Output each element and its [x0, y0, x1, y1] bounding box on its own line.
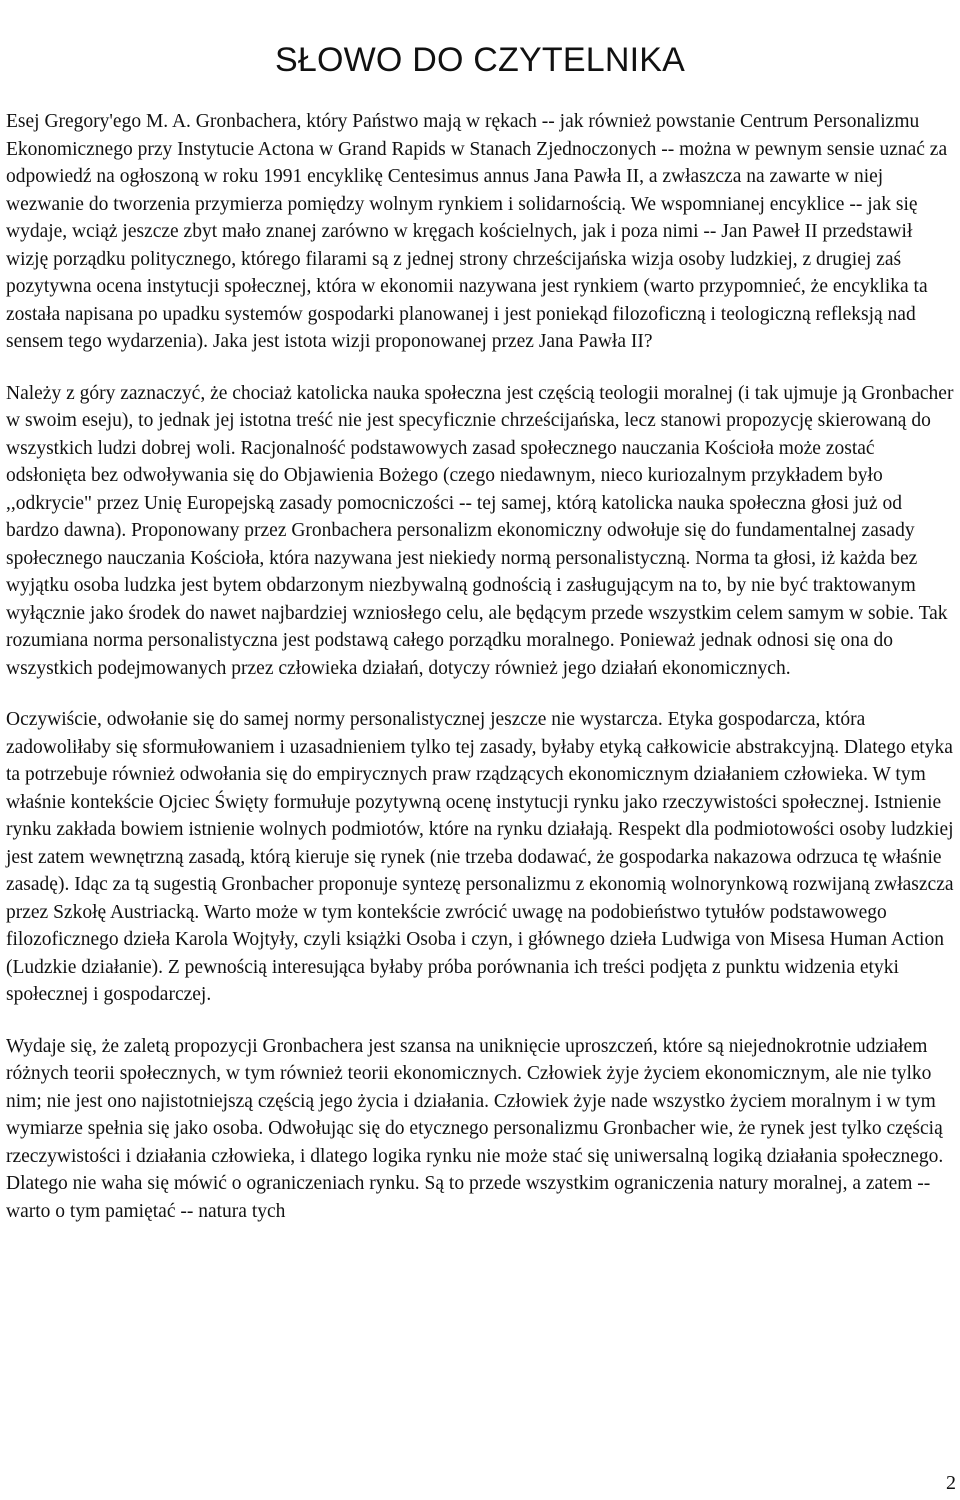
page-title: SŁOWO DO CZYTELNIKA [275, 41, 685, 79]
paragraph-4: Wydaje się, że zaletą propozycji Gronbachera jest szansa na uniknięcie uproszczeń, które są niejednokrotnie udziałem różnych teorii społecznych, w tym również teorii ekonomicznych. Człowiek żyje życiem ekonomicznym, ale nie tylko nim; nie jest ono najistotniejszą częścią jego życia i działania. Człowiek żyje nade wszystko życiem moralnym i w tym wymiarze spełnia się jako osoba. Odwołując się do etycznego personalizmu Gronbacher wie, że rynek jest tylko częścią rzeczywistości i działania człowieka, i dlatego logika rynku nie może stać się uniwersalną logiką działania społecznego. Dlatego nie waha się mówić o ograniczeniach rynku. Są to przede wszystkim ograniczenia natury moralnej, a zatem -- warto o tym pamiętać -- natura tych [6, 1035, 944, 1222]
paragraph-2: Należy z góry zaznaczyć, że chociaż katolicka nauka społeczna jest częścią teologii moralnej (i tak ujmuje ją Gronbacher w swoim eseju), to jednak jej istotna treść nie jest specyficznie chrześcijańska, lecz stanowi propozycję skierowaną do wszystkich ludzi dobrej woli. Racjonalność podstawowych zasad społecznego nauczania Kościoła może zostać odsłonięta bez odwoływania się do Objawienia Bożego (czego niedawnym, nieco kuriozalnym przykładem było ,,odkrycie" przez Unię Europejską zasady pomocniczości -- tej samej, którą katolicka nauka społeczna głosi już od bardzo dawna). Proponowany przez Gronbachera personalizm ekonomiczny odwołuje się do fundamentalnej zasady społecznego nauczania Kościoła, która nazywana jest niekiedy normą personalistyczną. Norma ta głosi, iż każda bez wyjątku osoba ludzka jest bytem obdarzonym niezbywalną godnością i zasługującym na to, by nie być traktowanym wyłącznie jako środek do nawet najbardziej wzniosłego celu, ale będącym przede wszystkim celem samym w sobie. Tak rozumiana norma personalistyczna jest podstawą całego porządku moralnego. Ponieważ jednak odnosi się ona do wszystkich podejmowanych przez człowieka działań, dotyczy również jego działań ekonomicznych. [6, 382, 954, 679]
paragraph-1: Esej Gregory'ego M. A. Gronbachera, który Państwo mają w rękach -- jak również powstanie Centrum Personalizmu Ekonomicznego przy Instytucie Actona w Grand Rapids w Stanach Zjednoczonych -- można w pewnym sensie uznać za odpowiedź na ogłoszoną w roku 1991 encyklikę Centesimus annus Jana Pawła II, a zwłaszcza na zawarte w niej wezwanie do tworzenia przymierza pomiędzy wolnym rynkiem i solidarnością. We wspomnianej encyklice -- jak się wydaje, wciąż jeszcze zbyt mało znanej zarówno w kręgach kościelnych, jak i poza nimi -- Jan Paweł II przedstawił wizję porządku politycznego, którego filarami są z jednej strony chrześcijańska wizja osoby ludzkiej, z drugiej zaś pozytywna ocena instytucji społecznej, która w ekonomii nazywana jest rynkiem (warto przypomnieć, że encyklika ta została napisana po upadku systemów gospodarki planowanej i jest poniekąd filozoficzną i teologiczną refleksją nad sensem tego wydarzenia). Jaka jest istota wizji proponowanej przez Jana Pawła II? [6, 111, 948, 352]
paragraph-3: Oczywiście, odwołanie się do samej normy personalistycznej jeszcze nie wystarcza. Etyka gospodarcza, która zadowoliłaby się sformułowaniem i uzasadnieniem tylko tej zasady, byłaby etyką całkowicie abstrakcyjną. Dlatego etyka ta potrzebuje również odwołania się do empirycznych praw rządzących ekonomicznym działaniem człowieka. W tym właśnie kontekście Ojciec Święty formułuje pozytywną ocenę instytucji rynku jako rzeczywistości społecznej. Istnienie rynku zakłada bowiem istnienie wolnych podmiotów, które na rynku działają. Respekt dla podmiotowości osoby ludzkiej jest zatem wewnętrzną zasadą, którą kieruje się rynek (nie trzeba dodawać, że gospodarka nakazowa odrzuca tę właśnie zasadę). Idąc za tą sugestią Gronbacher proponuje syntezę personalizmu z ekonomią wolnorynkową rozwijaną zwłaszcza przez Szkołę Austriacką. Warto może w tym kontekście zwrócić uwagę na podobieństwo tytułów podstawowego filozoficznego dzieła Karola Wojtyły, czyli książki Osoba i czyn, i głównego dzieła Ludwiga von Misesa Human Action (Ludzkie działanie). Z pewnością interesująca byłaby próba porównania ich treści podjęta z punktu widzenia etyki społecznej i gospodarczej. [6, 709, 954, 1005]
page-number: 2 [946, 1472, 956, 1494]
document-body [6, 108, 954, 1249]
